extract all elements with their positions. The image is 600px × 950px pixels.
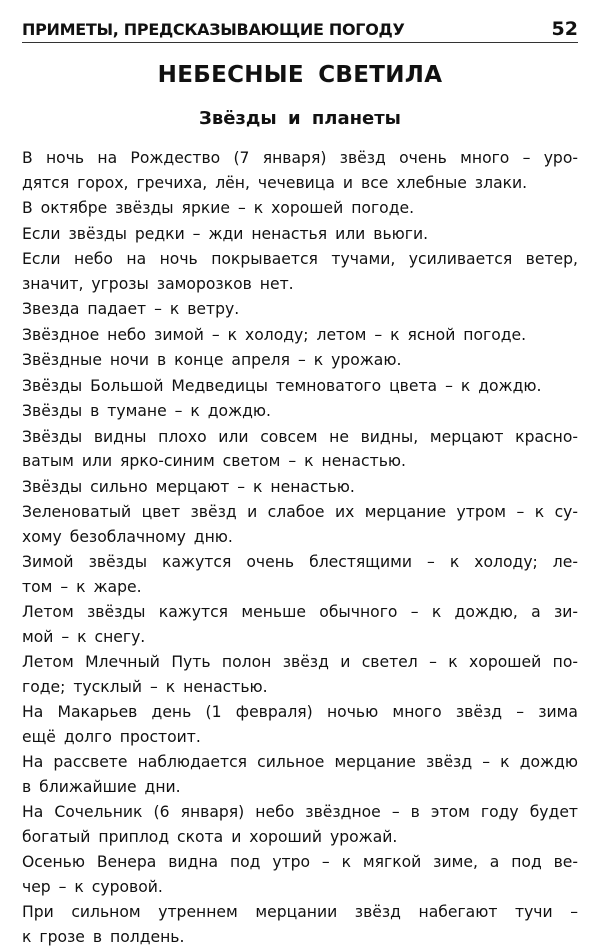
- list-item: [22, 146, 578, 195]
- list-item: [22, 550, 578, 599]
- entry-line: Звёзды в тумане – к дождю.: [22, 402, 272, 420]
- omens-list: [22, 146, 578, 950]
- list-item: [22, 399, 578, 424]
- list-item: [22, 850, 578, 899]
- list-item: [22, 374, 578, 399]
- entry-line: дятся горох, гречиха, лён, чечевица и все хлебные злаки.: [22, 173, 528, 192]
- entry-line: Зимой звёзды кажутся очень блестящими – к холоду; ле-: [22, 553, 578, 571]
- entry-line: Если звёзды редки – жди ненастья или вьюги.: [22, 224, 429, 243]
- page-number: 52: [551, 18, 578, 40]
- section-title: Звёзды и планеты: [199, 108, 401, 129]
- list-item: [22, 425, 578, 474]
- list-item: [22, 323, 578, 348]
- entry-line: годе; тусклый – к ненастью.: [22, 677, 268, 696]
- list-item: [22, 475, 578, 500]
- entry-line: В октябре звёзды яркие – к хорошей погоде.: [22, 199, 415, 217]
- entry-line: чер – к суровой.: [22, 877, 163, 896]
- list-item: [22, 348, 578, 373]
- entry-line: богатый приплод скота и хороший урожай.: [22, 827, 398, 846]
- list-item: [22, 700, 578, 749]
- list-item: [22, 750, 578, 799]
- entry-line: Звёзды Большой Медведицы темноватого цвета – к дождю.: [22, 376, 542, 395]
- entry-line: значит, угрозы заморозков нет.: [22, 274, 294, 293]
- list-item: [22, 650, 578, 699]
- entry-line: Звезда падает – к ветру.: [22, 300, 240, 318]
- entry-line: В ночь на Рождество (7 января) звёзд очень много – уро-: [22, 149, 578, 167]
- entry-line: Звёздные ночи в конце апреля – к урожаю.: [22, 351, 402, 369]
- entry-line: к грозе в полдень.: [22, 927, 185, 946]
- entry-line: ватым или ярко-синим светом – к ненастью.: [22, 452, 406, 470]
- list-item: [22, 222, 578, 247]
- entry-line: ещё долго простоит.: [22, 727, 201, 746]
- running-title: ПРИМЕТЫ, ПРЕДСКАЗЫВАЮЩИЕ ПОГОДУ: [22, 20, 405, 39]
- entry-line: хому безоблачному дню.: [22, 527, 233, 546]
- list-item: [22, 247, 578, 296]
- entry-line: На Макарьев день (1 февраля) ночью много звёзд – зима: [22, 703, 578, 721]
- list-item: [22, 600, 578, 649]
- entry-line: При сильном утреннем мерцании звёзд набегают тучи –: [22, 903, 578, 921]
- list-item: [22, 900, 578, 949]
- entry-line: Звёзды видны плохо или совсем не видны, мерцают красно-: [22, 427, 578, 446]
- entry-line: Звёздное небо зимой – к холоду; летом – к ясной погоде.: [22, 325, 527, 344]
- entry-line: том – к жаре.: [22, 577, 142, 596]
- entry-line: На рассвете наблюдается сильное мерцание звёзд – к дождю: [22, 753, 578, 771]
- list-item: [22, 297, 578, 322]
- running-header: [22, 18, 578, 43]
- list-item: [22, 500, 578, 549]
- entry-line: Звёзды сильно мерцают – к ненастью.: [22, 477, 355, 496]
- list-item: [22, 800, 578, 849]
- list-item: [22, 196, 578, 221]
- chapter-title: НЕБЕСНЫЕ СВЕТИЛА: [157, 62, 443, 88]
- entry-line: в ближайшие дни.: [22, 777, 181, 796]
- entry-line: Зеленоватый цвет звёзд и слабое их мерцание утром – к су-: [22, 503, 578, 521]
- entry-line: Если небо на ночь покрывается тучами, усиливается ветер,: [22, 250, 578, 268]
- entry-line: На Сочельник (6 января) небо звёздное – в этом году будет: [22, 803, 578, 821]
- entry-line: Летом Млечный Путь полон звёзд и светел – к хорошей по-: [22, 653, 578, 671]
- entry-line: мой – к снегу.: [22, 627, 146, 646]
- entry-line: Осенью Венера видна под утро – к мягкой зиме, а под ве-: [22, 853, 578, 871]
- entry-line: Летом звёзды кажутся меньше обычного – к дождю, а зи-: [22, 603, 578, 621]
